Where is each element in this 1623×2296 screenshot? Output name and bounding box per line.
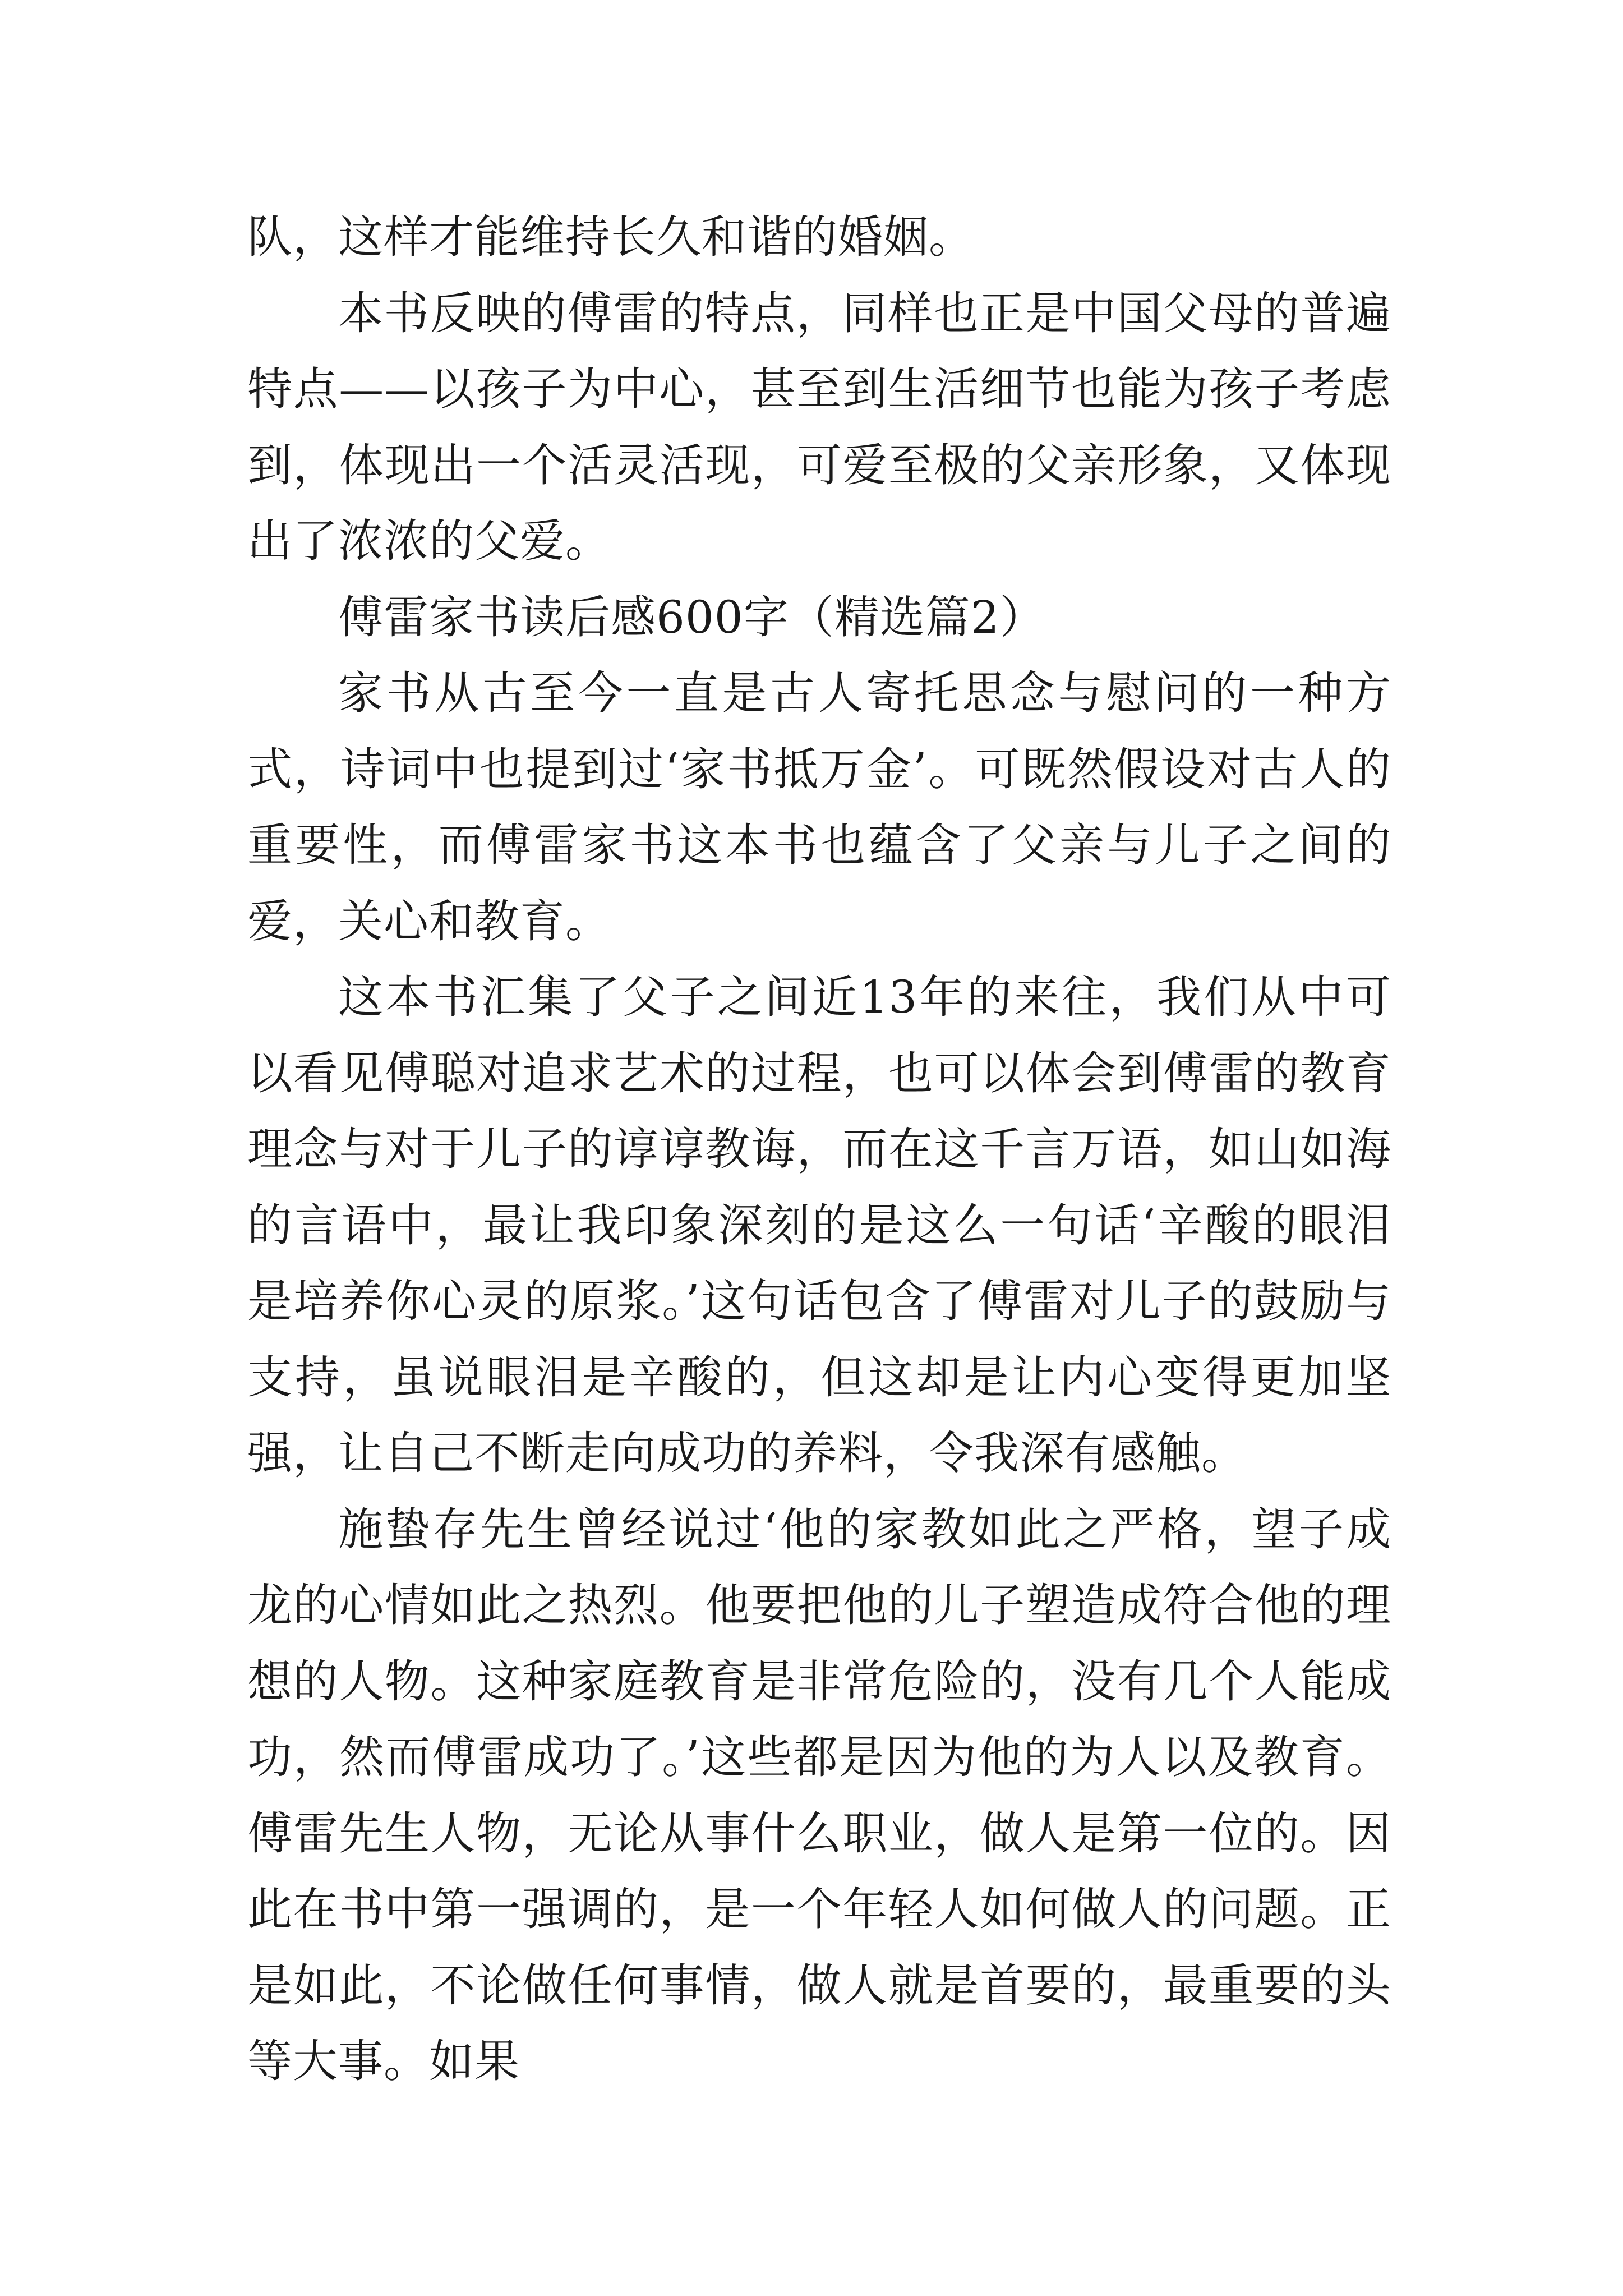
document-body bbox=[247, 199, 1391, 2100]
paragraph: 施蛰存先生曾经说过‘他的家教如此之严格，望子成龙的心情如此之热烈。他要把他的儿子塑造成符合他的理想的人物。这种家庭教育是非常危险的，没有几个人能成功，然而傅雷成功了。’这些都是因为他的为人以及教育。傅雷先生人物，无论从事什么职业，做人是第一位的。因此在书中第一强调的，是一个年轻人如何做人的问题。正是如此，不论做任何事情，做人就是首要的，最重要的头等大事。如果 bbox=[247, 1503, 1391, 2087]
paragraph-continuation: 队，这样才能维持长久和谐的婚姻。 bbox=[247, 211, 974, 263]
paragraph: 这本书汇集了父子之间近13年的来往，我们从中可以看见傅聪对追求艺术的过程，也可以体会到傅雷的教育理念与对于儿子的谆谆教诲，而在这千言万语，如山如海的言语中，最让我印象深刻的是这么一句话‘辛酸的眼泪是培养你心灵的原浆。’这句话包含了傅雷对儿子的鼓励与支持，虽说眼泪是辛酸的，但这却是让内心变得更加坚强，让自己不断走向成功的养料，令我深有感触。 bbox=[247, 971, 1391, 1479]
paragraph: 家书从古至今一直是古人寄托思念与慰问的一种方式，诗词中也提到过‘家书抵万金’。可既然假设对古人的重要性，而傅雷家书这本书也蕴含了父亲与儿子之间的爱，关心和教育。 bbox=[247, 667, 1391, 947]
paragraph: 本书反映的傅雷的特点，同样也正是中国父母的普遍特点——以孩子为中心，甚至到生活细节也能为孩子考虑到，体现出一个活灵活现，可爱至极的父亲形象，又体现出了浓浓的父爱。 bbox=[247, 287, 1391, 567]
section-heading: 傅雷家书读后感600字（精选篇2） bbox=[338, 591, 1045, 643]
